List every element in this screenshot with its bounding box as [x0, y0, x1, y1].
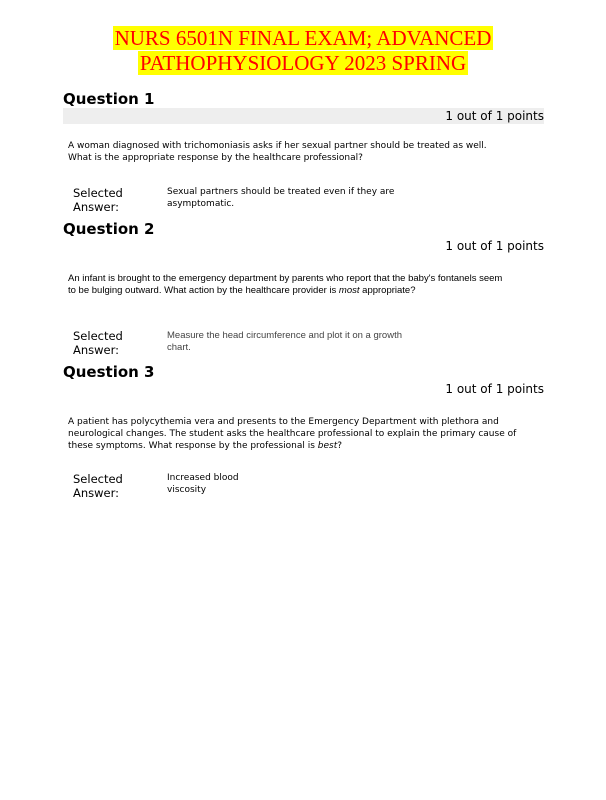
- selected-answer-label: Selected Answer:: [73, 186, 123, 214]
- question-text-part: An infant is brought to the emergency department by parents who report that the baby's fontanels seem to be bulging outward. What action by the healthcare provider is: [68, 273, 503, 296]
- selected-answer: Sexual partners should be treated even if they are asymptomatic.: [167, 187, 395, 209]
- selected-answer: Increased blood viscosity: [167, 473, 239, 495]
- points-score: 1 out of 1 points: [445, 382, 544, 396]
- points-score: 1 out of 1 points: [445, 239, 544, 253]
- question-text-emphasis: best: [317, 441, 338, 451]
- question-text-part: appropriate?: [359, 284, 416, 296]
- points-score: 1 out of 1 points: [63, 108, 544, 124]
- selected-answer-label: Selected Answer:: [73, 472, 123, 500]
- question-text-part: A patient has polycythemia vera and presents to the Emergency Department with plethora and neurological changes. The student asks the healthcare professional to explain the primary cause of these symptoms. What response by the professional is: [68, 417, 517, 451]
- selected-answer-label: Selected Answer:: [73, 329, 123, 357]
- question-text: A woman diagnosed with trichomoniasis asks if her sexual partner should be treated as well. What is the appropriate response by the healthcare professional?: [68, 141, 487, 163]
- question-text: [68, 273, 503, 296]
- question-heading: Question 1: [63, 90, 155, 108]
- title-line-1: NURS 6501N FINAL EXAM; ADVANCED: [114, 26, 492, 50]
- document-title: [0, 26, 606, 75]
- question-heading: Question 3: [63, 363, 155, 381]
- question-text-part: ?: [337, 441, 343, 451]
- title-line-2: PATHOPHYSIOLOGY 2023 SPRING: [139, 51, 467, 75]
- question-text-emphasis: most: [338, 284, 360, 296]
- selected-answer: Measure the head circumference and plot it on a growth chart.: [167, 330, 402, 353]
- question-heading: Question 2: [63, 220, 155, 238]
- question-text: [68, 416, 518, 452]
